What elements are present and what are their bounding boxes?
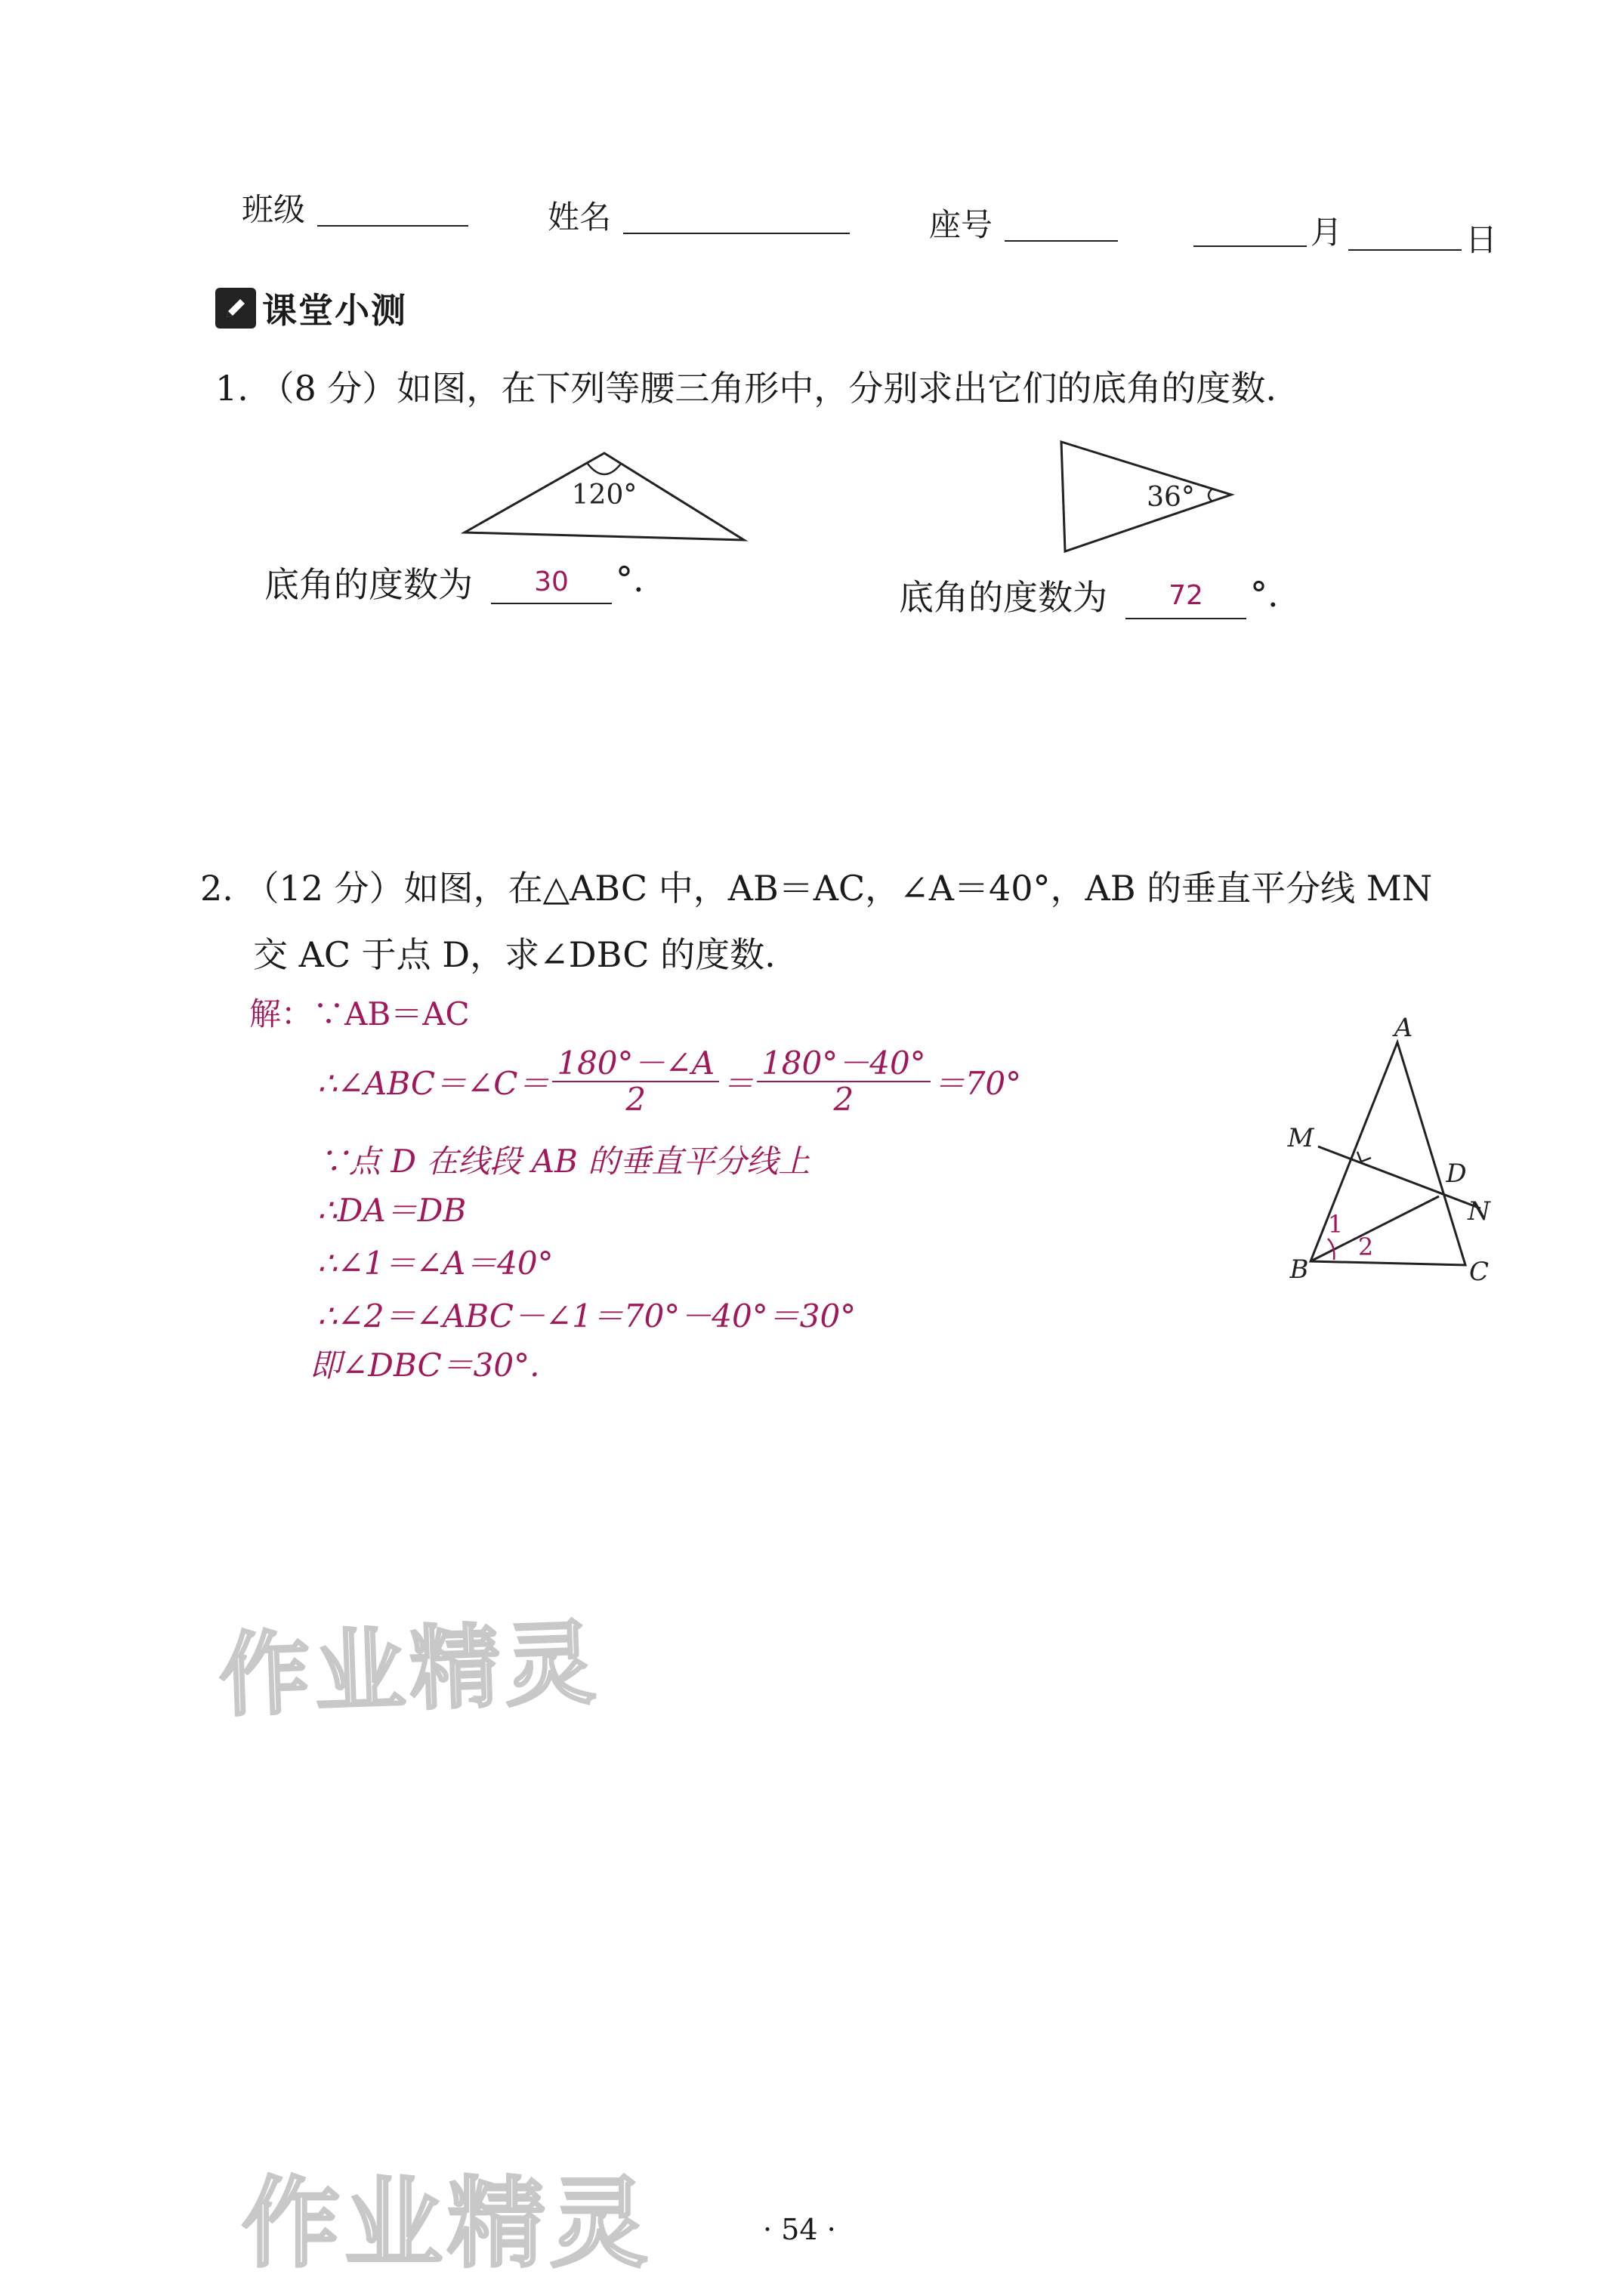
solution-line-2-eq: ＝: [722, 1065, 755, 1103]
pencil-icon: [215, 288, 256, 329]
fraction-2-numerator: 180°－40°: [757, 1046, 931, 1082]
solution-line-3: ∵点 D 在线段 AB 的垂直平分线上: [317, 1143, 810, 1180]
solution-line-4: ∴DA＝DB: [317, 1192, 467, 1229]
label-a: A: [1394, 1013, 1413, 1043]
answer-1-field[interactable]: [491, 566, 612, 604]
solution-line-2: [317, 1046, 1021, 1117]
label-n: N: [1468, 1196, 1490, 1227]
fraction-2: [757, 1046, 931, 1117]
angle-arc-36: [1209, 489, 1212, 501]
label-c: C: [1468, 1257, 1490, 1287]
question-2-line-2: 交 AC 于点 D，求∠DBC 的度数.: [253, 934, 776, 975]
solution-line-1: 解：∵AB＝AC: [249, 995, 470, 1032]
answer-1-suffix: °.: [616, 559, 644, 600]
page-number: · 54 ·: [763, 2213, 836, 2246]
seat-label: 座号: [929, 206, 993, 243]
seat-field[interactable]: [1005, 210, 1118, 242]
label-d: D: [1446, 1159, 1467, 1189]
fraction-1: [552, 1046, 719, 1117]
angle-label-120: 120°: [571, 480, 638, 511]
answer-2-value: 72: [1169, 580, 1203, 611]
watermark-2: 作业精灵: [242, 2166, 653, 2281]
class-label: 班级: [242, 191, 306, 228]
fraction-1-numerator: 180°－∠A: [552, 1046, 719, 1082]
name-label: 姓名: [548, 199, 612, 236]
fraction-1-denominator: 2: [625, 1081, 647, 1119]
name-field[interactable]: [623, 202, 850, 234]
fraction-2-denominator: 2: [833, 1081, 854, 1119]
solution-line-2-right: ＝70°: [933, 1065, 1022, 1103]
angle-1-arc: [1328, 1239, 1334, 1260]
solution-line-2-left: ∴∠ABC＝∠C＝: [317, 1065, 550, 1103]
day-field[interactable]: [1348, 219, 1462, 251]
class-field[interactable]: [317, 195, 468, 227]
section-header: [215, 283, 407, 333]
answer-1-label: 底角的度数为: [264, 564, 473, 605]
triangle-2-figure: [1050, 430, 1246, 559]
question-1-text: 1. （8 分）如图，在下列等腰三角形中，分别求出它们的底角的度数.: [215, 368, 1277, 409]
label-b: B: [1289, 1254, 1309, 1285]
day-label: 日: [1465, 221, 1498, 258]
month-field[interactable]: [1193, 215, 1307, 247]
solution-line-6: ∴∠2＝∠ABC－∠1＝70°－40°＝30°: [317, 1298, 857, 1335]
solution-line-5: ∴∠1＝∠A＝40°: [317, 1245, 554, 1282]
answer-2-label: 底角的度数为: [899, 577, 1107, 618]
answer-2-field[interactable]: [1125, 580, 1246, 619]
section-title: 课堂小测: [262, 290, 407, 331]
answer-1-value: 30: [534, 566, 569, 597]
label-m: M: [1287, 1123, 1314, 1153]
label-angle-2: 2: [1357, 1233, 1374, 1261]
right-angle-mark: [1357, 1152, 1371, 1162]
solution-line-7: 即∠DBC＝30°.: [310, 1347, 540, 1384]
question-2-line-1: 2. （12 分）如图，在△ABC 中，AB＝AC，∠A＝40°，AB 的垂直平分线 MN: [200, 868, 1433, 909]
angle-arc-120: [588, 464, 621, 474]
watermark-1: 作业精灵: [218, 1611, 602, 1730]
label-angle-1: 1: [1327, 1210, 1344, 1239]
triangle-1-figure: [453, 446, 755, 551]
month-label: 月: [1311, 214, 1343, 251]
triangle-abc-figure: [1277, 1012, 1518, 1292]
answer-2-suffix: °.: [1250, 574, 1279, 615]
angle-label-36: 36°: [1147, 482, 1195, 513]
